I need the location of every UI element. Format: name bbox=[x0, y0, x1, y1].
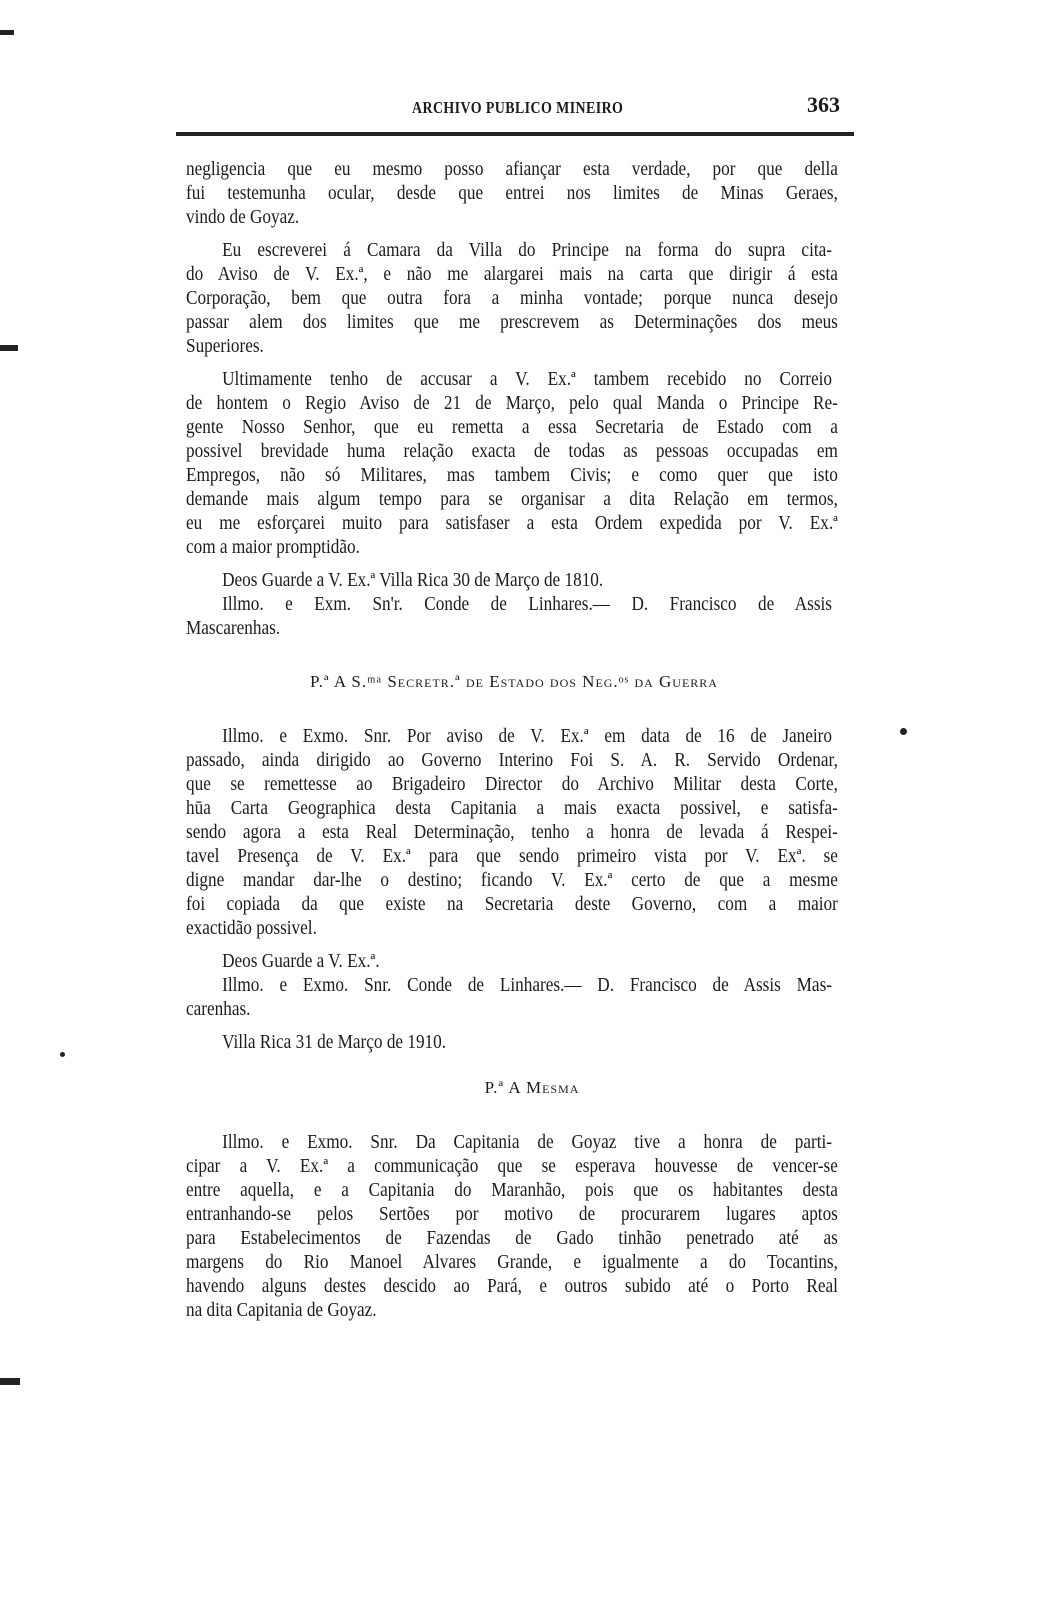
line-gap bbox=[186, 1100, 838, 1130]
text-line: sendo agora a esta Real Determinação, tenho a honra de levada á Respei- bbox=[186, 821, 838, 843]
line-gap bbox=[186, 694, 838, 724]
text-line: de hontem o Regio Aviso de 21 de Março, pelo qual Manda o Principe Re- bbox=[186, 392, 838, 414]
line-gap bbox=[186, 1054, 838, 1076]
text-line: vindo de Goyaz. bbox=[186, 206, 300, 228]
text-line: Illmo. e Exmo. Snr. Da Capitania de Goyaz tive a honra de parti- bbox=[222, 1131, 832, 1153]
line-gap bbox=[186, 1021, 838, 1030]
scan-mark bbox=[0, 30, 14, 35]
text-line: Superiores. bbox=[186, 335, 264, 357]
body-text bbox=[186, 157, 838, 1322]
text-line: do Aviso de V. Ex.ª, e não me alargarei mais na carta que dirigir á esta bbox=[186, 263, 838, 285]
text-line: Illmo. e Exm. Sn'r. Conde de Linhares.— D. Francisco de Assis bbox=[222, 593, 832, 615]
text-line: na dita Capitania de Goyaz. bbox=[186, 1299, 377, 1321]
text-line: Illmo. e Exmo. Snr. Conde de Linhares.— D. Francisco de Assis Mas- bbox=[222, 974, 832, 996]
scan-mark bbox=[60, 1052, 65, 1057]
text-line: Deos Guarde a V. Ex.ª. bbox=[222, 950, 380, 972]
running-title: ARCHIVO PUBLICO MINEIRO bbox=[412, 98, 624, 117]
section-heading: P.ª A Mesma bbox=[484, 1078, 580, 1097]
text-line: passar alem dos limites que me prescrevem as Determinações dos meus bbox=[186, 311, 838, 333]
line-gap bbox=[186, 229, 838, 238]
text-line: com a maior promptidão. bbox=[186, 536, 360, 558]
line-gap bbox=[186, 940, 838, 949]
text-line: fui testemunha ocular, desde que entrei nos limites de Minas Geraes, bbox=[186, 182, 838, 204]
text-line: Empregos, não só Militares, mas tambem Civis; e como quer que isto bbox=[186, 464, 838, 486]
text-line: Ultimamente tenho de accusar a V. Ex.ª tambem recebido no Correio bbox=[222, 368, 832, 390]
line-gap bbox=[186, 358, 838, 367]
text-line: cipar a V. Ex.ª a communicação que se esperava houvesse de vencer-se bbox=[186, 1155, 838, 1177]
text-line: entranhando-se pelos Sertões por motivo de procurarem lugares aptos bbox=[186, 1203, 838, 1225]
header-rule bbox=[176, 132, 854, 136]
scan-mark bbox=[0, 1378, 20, 1385]
text-line: eu me esforçarei muito para satisfaser a esta Ordem expedida por V. Ex.ª bbox=[186, 512, 838, 534]
text-line: Deos Guarde a V. Ex.ª Villa Rica 30 de Março de 1810. bbox=[222, 569, 604, 591]
text-line: que se remettesse ao Brigadeiro Director do Archivo Militar desta Corte, bbox=[186, 773, 838, 795]
text-line: para Estabelecimentos de Fazendas de Gado tinhão penetrado até as bbox=[186, 1227, 838, 1249]
text-line: margens do Rio Manoel Alvares Grande, e igualmente a do Tocantins, bbox=[186, 1251, 838, 1273]
text-line: gente Nosso Senhor, que eu remetta a essa Secretaria de Estado com a bbox=[186, 416, 838, 438]
scan-mark bbox=[0, 345, 18, 351]
text-line: negligencia que eu mesmo posso afiançar esta verdade, por que della bbox=[186, 158, 838, 180]
running-head bbox=[176, 92, 852, 126]
text-line: havendo alguns destes descido ao Pará, e outros subido até o Porto Real bbox=[186, 1275, 838, 1297]
text-line: carenhas. bbox=[186, 998, 251, 1020]
line-gap bbox=[186, 640, 838, 670]
line-gap bbox=[186, 559, 838, 568]
text-line: hūa Carta Geographica desta Capitania a mais exacta possivel, e satisfa- bbox=[186, 797, 838, 819]
text-line: digne mandar dar-lhe o destino; ficando V. Ex.ª certo de que a mesme bbox=[186, 869, 838, 891]
text-line: passado, ainda dirigido ao Governo Interino Foi S. A. R. Servido Ordenar, bbox=[186, 749, 838, 771]
text-line: Villa Rica 31 de Março de 1910. bbox=[222, 1031, 447, 1053]
text-line: foi copiada da que existe na Secretaria deste Governo, com a maior bbox=[186, 893, 838, 915]
text-line: Illmo. e Exmo. Snr. Por aviso de V. Ex.ª em data de 16 de Janeiro bbox=[222, 725, 832, 747]
text-line: demande mais algum tempo para se organisar a dita Relação em termos, bbox=[186, 488, 838, 510]
text-line: exactidão possivel. bbox=[186, 917, 317, 939]
text-line: tavel Presença de V. Ex.ª para que sendo primeiro vista por V. Exª. se bbox=[186, 845, 838, 867]
text-line: Eu escreverei á Camara da Villa do Principe na forma do supra cita- bbox=[222, 239, 832, 261]
text-line: Corporação, bem que outra fora a minha vontade; porque nunca desejo bbox=[186, 287, 838, 309]
text-line: possivel brevidade huma relação exacta de todas as pessoas occupadas em bbox=[186, 440, 838, 462]
text-line: Mascarenhas. bbox=[186, 617, 281, 639]
text-line: entre aquella, e a Capitania do Maranhão, pois que os habitantes desta bbox=[186, 1179, 838, 1201]
page-number: 363 bbox=[807, 92, 840, 117]
scan-mark bbox=[900, 728, 907, 735]
section-heading: P.ª A S.ᵐᵃ Secretr.ª de Estado dos Neg.ᵒˢ da Guerra bbox=[310, 672, 718, 691]
